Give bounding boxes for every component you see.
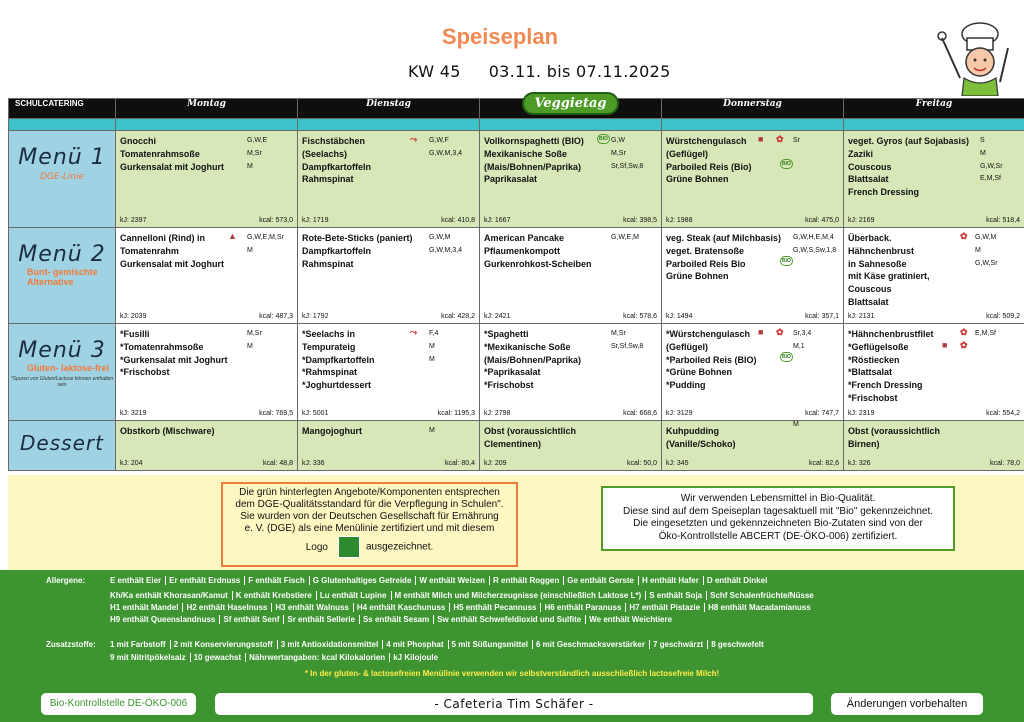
allergene-row <box>110 615 676 624</box>
allergen-codes: G,W,M,3,4 <box>429 149 463 157</box>
legend-entry: H2 enthält Haselnuss <box>186 603 268 612</box>
allergen-codes: M <box>793 421 799 428</box>
poultry-icon: ✿ <box>776 327 784 337</box>
allergen-codes: E,M,Sf <box>980 175 1002 183</box>
footer-bar <box>0 684 1024 722</box>
dish-line: Gurkenrohkost-Scheiben <box>484 258 592 269</box>
dge-logo-word: Logo <box>305 541 328 553</box>
cafeteria-name: - Cafeteria Tim Schäfer - <box>215 693 813 715</box>
kj-value: kJ: 3219 <box>120 410 147 417</box>
menu-subtitle: Gluten- laktose-frei <box>27 363 110 373</box>
dish-line: Gurkensalat mit Joghurt <box>120 161 225 172</box>
dge-text-line: Sie wurden von der Deutschen Gesellschaft für Ernährung <box>240 511 499 522</box>
allergen-codes: F,4 <box>429 330 439 337</box>
dish-line: Gurkensalat mit Joghurt <box>120 258 225 269</box>
kcal-value: kcal: 82,6 <box>809 460 839 467</box>
dish-line: *Rahmspinat <box>302 367 358 378</box>
bio-text-line: Öko-Kontrollstelle ABCERT (DE-ÖKO-006) zertifiziert. <box>658 530 898 542</box>
menu-title: Menü 3 <box>18 338 106 363</box>
dish-line: *Fusilli <box>120 329 150 339</box>
dish-line: Kuhpudding <box>666 426 719 436</box>
dish-line: Blattsalat <box>848 296 889 307</box>
dish-line: Obst (voraussichtlich <box>848 426 941 436</box>
legend-entry: 6 mit Geschmacksverstärker <box>536 640 645 649</box>
dish-line: Cannelloni (Rind) in <box>120 233 205 243</box>
kj-value: kJ: 2039 <box>120 313 147 320</box>
kj-value: kJ: 1792 <box>302 313 329 320</box>
dish-line: Grüne Bohnen <box>666 174 729 185</box>
legend-entry: 3 mit Antioxidationsmittel <box>280 640 379 649</box>
kj-value: kJ: 209 <box>484 460 507 467</box>
menu-row-2 <box>9 228 1024 324</box>
allergen-codes: G,W,E,M <box>611 234 639 241</box>
dish-line: *Tomatenrahmsoße <box>120 341 204 352</box>
allergen-codes: Sr,3,4 <box>793 330 812 337</box>
kj-value: kJ: 5001 <box>302 410 329 417</box>
allergen-codes: M <box>429 427 435 434</box>
legend-entry: E enthält Eier <box>110 576 162 585</box>
dish-line: Rahmspinat <box>302 258 354 269</box>
kcal-value: kcal: 554,2 <box>986 410 1020 417</box>
legend-entry: 10 gewachst <box>193 653 242 662</box>
dge-logo-after: ausgezeichnet. <box>365 541 434 553</box>
menu-1-friday <box>844 131 1024 228</box>
dish-line: *Frischobst <box>848 392 898 403</box>
fish-icon: ⤳ <box>410 327 418 337</box>
poultry-icon: ✿ <box>960 327 968 337</box>
dish-line: *Spaghetti <box>484 329 529 339</box>
dish-line: veget. Gyros (auf Sojabasis) <box>848 136 970 146</box>
dish-line: (Mais/Bohnen/Paprika) <box>484 354 582 365</box>
pork-icon: ■ <box>758 327 764 337</box>
kj-value: kJ: 1988 <box>666 217 693 224</box>
dish-line: mit Käse gratiniert, <box>848 271 930 282</box>
dish-line: Zaziki <box>848 148 874 159</box>
dish-line: Pflaumenkompott <box>484 245 561 256</box>
kcal-value: kcal: 769,5 <box>259 410 293 417</box>
dish-line: *Seelachs in <box>302 329 356 339</box>
kcal-value: kcal: 357,1 <box>805 313 839 320</box>
kj-value: kJ: 2798 <box>484 410 511 417</box>
dish-line: veget. Bratensoße <box>666 245 745 256</box>
allergen-codes: G,W,Sr <box>975 259 998 267</box>
allergen-codes: G,W,E,M,Sr <box>247 234 284 241</box>
allergen-codes: G,W <box>611 137 625 144</box>
legend-entry: Sr enthält Sellerie <box>287 615 355 624</box>
allergen-codes: E,M,Sf <box>975 330 997 337</box>
allergen-codes: S <box>980 137 985 144</box>
kj-value: kJ: 2421 <box>484 313 511 320</box>
dish-line: Gnocchi <box>120 136 157 146</box>
dish-line: Clementinen) <box>484 438 542 449</box>
legend-entry: Ge enthält Gerste <box>567 576 634 585</box>
page-header <box>0 0 1024 98</box>
bio-info-box <box>601 486 955 551</box>
dessert-monday <box>116 421 298 471</box>
allergen-codes: M <box>980 149 986 157</box>
allergen-codes: Sr,Sf,Sw,8 <box>611 342 644 350</box>
allergen-codes: Sr,Sf,Sw,8 <box>611 162 644 170</box>
legend-entry: kJ Kilojoule <box>393 653 439 662</box>
legend-entry: We enthält Weichtiere <box>589 615 673 624</box>
fish-icon: ⤳ <box>410 134 418 144</box>
menu-title: Menü 2 <box>18 242 106 267</box>
kcal-value: kcal: 573,0 <box>259 217 293 224</box>
dish-line: Dampfkartoffeln <box>302 161 372 172</box>
dish-line: Obstkorb (Mischware) <box>120 426 215 436</box>
legend-entry: K enthält Krebstiere <box>235 591 312 600</box>
dessert-wednesday <box>480 421 662 471</box>
zusatz-row <box>110 640 768 649</box>
menu-row-3 <box>9 324 1024 421</box>
allergen-codes: M,Sr <box>247 149 262 157</box>
kcal-value: kcal: 80,4 <box>445 460 475 467</box>
legend-entry: H9 enthält Queenslandnuss <box>110 615 216 624</box>
dge-text-line: e. V. (DGE) als eine Menülinie zertifiziert und mit diesem <box>244 523 495 534</box>
legend-entry: S enthält Soja <box>649 591 703 600</box>
dish-line: *Parboiled Reis (BIO) <box>666 354 757 365</box>
kj-value: kJ: 1667 <box>484 217 511 224</box>
dish-line: *Paprikasalat <box>484 367 541 378</box>
allergen-codes: M <box>429 355 435 363</box>
allergen-codes: G,W,H,E,M,4 <box>793 234 834 241</box>
dessert-friday <box>844 421 1024 471</box>
kj-value: kJ: 3129 <box>666 410 693 417</box>
pork-icon: ■ <box>942 340 948 350</box>
week-number: KW 45 <box>408 62 461 81</box>
kcal-value: kcal: 50,0 <box>627 460 657 467</box>
legend-entry: Nährwertangaben: kcal Kilokalorien <box>249 653 386 662</box>
kj-value: kJ: 1719 <box>302 217 329 224</box>
allergen-codes: G,W,M <box>429 234 451 241</box>
dish-line: Mangojoghurt <box>302 426 362 436</box>
beef-icon: ▲ <box>228 231 237 241</box>
legend-entry: H4 enthält Kaschunuss <box>356 603 446 612</box>
allergen-codes: M <box>247 162 253 170</box>
poultry-icon: ✿ <box>960 231 968 241</box>
dish-line: *Röstiecken <box>848 354 900 365</box>
dish-line: *Gurkensalat mit Joghurt <box>120 354 228 365</box>
trace-note: *Spuren von Gluten/Lactose können enthalten sein <box>10 376 114 388</box>
menu-3-monday <box>116 324 298 421</box>
allergene-row <box>110 576 771 585</box>
dish-line: Mexikanische Soße <box>484 148 568 159</box>
bio-icon: BIO <box>782 354 791 360</box>
kj-value: kJ: 345 <box>666 460 689 467</box>
day-friday: Freitag <box>844 99 1024 119</box>
legend-entry: Sf enthält Senf <box>223 615 280 624</box>
dish-line: veg. Steak (auf Milchbasis) <box>666 233 782 243</box>
dge-text-line: Die grün hinterlegten Angebote/Komponenten entsprechen <box>239 487 500 498</box>
dish-line: Obst (voraussichtlich <box>484 426 577 436</box>
kcal-value: kcal: 668,6 <box>623 410 657 417</box>
menu-3-thursday <box>662 324 844 421</box>
allergen-codes: Sr <box>793 137 800 144</box>
dish-line: (Geflügel) <box>666 148 708 159</box>
bio-text-line: Die eingesetzten und gekennzeichneten Bio-Zutaten sind von der <box>633 518 923 529</box>
menu-title: Menü 1 <box>18 145 106 170</box>
legend-entry: 5 mit Süßungsmittel <box>451 640 528 649</box>
dish-line: Couscous <box>848 284 892 295</box>
dish-line: Dampfkartoffeln <box>302 245 372 256</box>
legend-entry: G Glutenhaltiges Getreide <box>312 576 412 585</box>
menu-1-thursday <box>662 131 844 228</box>
kcal-value: kcal: 410,8 <box>441 217 475 224</box>
allergene-row <box>110 603 815 612</box>
kcal-value: kcal: 475,0 <box>805 217 839 224</box>
allergene-row <box>110 591 818 600</box>
kj-value: kJ: 2397 <box>120 217 147 224</box>
dish-line: Grüne Bohnen <box>666 271 729 282</box>
allergen-codes: G,W,E <box>247 137 268 144</box>
zusatz-label: Zusatzstoffe: <box>46 640 96 649</box>
dish-line: (Seelachs) <box>302 148 348 159</box>
menu-2-tuesday <box>298 228 480 324</box>
allergen-codes: M,Sr <box>611 149 626 157</box>
pork-icon: ■ <box>758 134 764 144</box>
kj-value: kJ: 1494 <box>666 313 693 320</box>
menu-1-wednesday <box>480 131 662 228</box>
dessert-row <box>9 421 1024 471</box>
date-range: 03.11. bis 07.11.2025 <box>488 62 671 81</box>
catering-label: SCHULCATERING <box>9 99 116 119</box>
teal-divider <box>9 119 1024 131</box>
legend-entry: D enthält Dinkel <box>706 576 768 585</box>
dish-line: Paprikasalat <box>484 174 538 185</box>
legend-entry: 4 mit Phosphat <box>386 640 444 649</box>
legend-entry: 9 mit Nitritpökelsalz <box>110 653 186 662</box>
chef-icon <box>934 18 1014 96</box>
kcal-value: kcal: 1195,3 <box>437 410 475 417</box>
dish-line: *Frischobst <box>120 367 170 378</box>
dish-line: Tomatenrahmsoße <box>120 148 200 159</box>
kcal-value: kcal: 518,4 <box>986 217 1020 224</box>
day-wednesday <box>480 96 662 119</box>
bio-icon: BIO <box>599 136 608 142</box>
legend-entry: Kh/Ka enthält Khorasan/Kamut <box>110 591 228 600</box>
menu-3-wednesday <box>480 324 662 421</box>
dish-line: Würstchengulasch <box>666 136 747 146</box>
dish-line: (Geflügel) <box>666 341 708 352</box>
allergen-codes: G,W,F <box>429 137 449 144</box>
legend-entry: H enthält Hafer <box>641 576 699 585</box>
allergen-codes: G,W,Sr <box>980 162 1003 170</box>
day-thursday: Donnerstag <box>662 99 844 119</box>
legend-entry: 7 geschwärzt <box>652 640 704 649</box>
dish-line: *French Dressing <box>848 380 923 391</box>
legend-bar <box>0 570 1024 684</box>
bio-icon: BIO <box>782 258 791 264</box>
bio-control-label: Bio-Kontrollstelle DE-ÖKO-006 <box>41 693 196 715</box>
dish-line: Überback. <box>848 233 892 243</box>
dessert-label <box>9 421 116 471</box>
allergen-codes: G,W,M,3,4 <box>429 246 463 254</box>
legend-entry: Ss enthält Sesam <box>362 615 430 624</box>
allergen-codes: M <box>429 342 435 350</box>
allergen-codes: M,Sr <box>611 330 626 337</box>
dge-logo-icon <box>338 536 360 558</box>
legend-entry: H1 enthält Mandel <box>110 603 179 612</box>
allergene-label: Allergene: <box>46 576 86 585</box>
legend-entry: H5 enthält Pecannuss <box>453 603 537 612</box>
menu-1-tuesday <box>298 131 480 228</box>
allergen-codes: G,W,S,Sw,1,8 <box>793 246 837 254</box>
menu-2-label <box>9 228 116 324</box>
menu-table <box>8 98 1024 471</box>
bio-text-line: Wir verwenden Lebensmittel in Bio-Qualität. <box>680 493 876 504</box>
menu-2-wednesday <box>480 228 662 324</box>
dish-line: *Dampfkartoffeln <box>302 354 375 365</box>
menu-2-monday <box>116 228 298 324</box>
poultry-icon: ✿ <box>960 340 968 350</box>
menu-subtitle: Bunt- gemischte Alternative <box>27 267 98 287</box>
legend-entry: 2 mit Konservierungsstoff <box>173 640 273 649</box>
allergen-codes: M,1 <box>793 342 805 350</box>
menu-2-thursday <box>662 228 844 324</box>
legend-entry: H7 enthält Pistazie <box>629 603 701 612</box>
menu-title: Dessert <box>20 431 104 455</box>
kcal-value: kcal: 578,6 <box>623 313 657 320</box>
day-header-row <box>9 99 1024 119</box>
dish-line: *Pudding <box>666 380 706 391</box>
dish-line: Vollkornspaghetti (BIO) <box>484 136 584 146</box>
dish-line: (Mais/Bohnen/Paprika) <box>484 161 582 172</box>
menu-row-1 <box>9 131 1024 228</box>
changes-reserved: Änderungen vorbehalten <box>831 693 983 715</box>
kcal-value: kcal: 48,8 <box>263 460 293 467</box>
allergen-codes: M <box>247 342 253 350</box>
dish-line: (Vanille/Schoko) <box>666 438 736 449</box>
dish-line: French Dressing <box>848 187 920 198</box>
kj-value: kJ: 326 <box>848 460 871 467</box>
legend-entry: R enthält Roggen <box>493 576 560 585</box>
allergen-codes: G,W,M <box>975 234 997 241</box>
dish-line: Parboiled Reis (Bio) <box>666 161 752 172</box>
allergen-codes: M,Sr <box>247 330 262 337</box>
dish-line: Rahmspinat <box>302 174 354 185</box>
dish-line: *Würstchengulasch <box>666 329 751 339</box>
dish-line: Parboiled Reis Bio <box>666 258 746 269</box>
bio-text-line: Diese sind auf dem Speiseplan tagesaktuell mit "Bio" gekennzeichnet. <box>622 505 934 517</box>
kj-value: kJ: 336 <box>302 460 325 467</box>
dish-line: Tempurateig <box>302 341 356 352</box>
legend-entry: H3 enthält Walnuss <box>275 603 349 612</box>
legend-entry: H8 enthält Macadamianuss <box>708 603 811 612</box>
veggietag-badge: Veggietag <box>522 92 618 115</box>
dish-line: Hähnchenbrust <box>848 245 915 256</box>
legend-entry: M enthält Milch und Milcherzeugnisse (einschließlich Laktose L*) <box>394 591 642 600</box>
legend-entry: 8 geschwefelt <box>711 640 764 649</box>
poultry-icon: ✿ <box>776 134 784 144</box>
dish-line: *Joghurtdessert <box>302 380 372 391</box>
menu-3-friday <box>844 324 1024 421</box>
allergen-codes: M <box>975 246 981 254</box>
dish-line: Couscous <box>848 161 892 172</box>
menu-3-label <box>9 324 116 421</box>
week-range <box>408 62 671 81</box>
legend-entry: W enthält Weizen <box>419 576 486 585</box>
day-monday: Montag <box>116 99 298 119</box>
dish-line: *Blattsalat <box>848 367 893 378</box>
menu-2-friday <box>844 228 1024 324</box>
day-tuesday: Dienstag <box>298 99 480 119</box>
kcal-value: kcal: 509,2 <box>986 313 1020 320</box>
kj-value: kJ: 2319 <box>848 410 875 417</box>
dish-line: American Pancake <box>484 233 565 243</box>
dish-line: *Geflügelsoße <box>848 341 909 352</box>
kj-value: kJ: 2169 <box>848 217 875 224</box>
dish-line: *Mexikanische Soße <box>484 341 571 352</box>
menu-1-label <box>9 131 116 228</box>
menu-3-tuesday <box>298 324 480 421</box>
dge-text-line: dem DGE-Qualitätsstandard für die Verpflegung in Schulen". <box>235 499 504 510</box>
allergen-codes: M <box>247 246 253 254</box>
dish-line: Blattsalat <box>848 174 889 185</box>
kj-value: kJ: 2131 <box>848 313 875 320</box>
legend-entry: Lu enthält Lupine <box>319 591 387 600</box>
menu-subtitle: DGE-Linie <box>39 172 85 182</box>
kj-value: kJ: 204 <box>120 460 143 467</box>
dish-line: Fischstäbchen <box>302 136 366 146</box>
legend-entry: H6 enthält Paranuss <box>544 603 622 612</box>
kcal-value: kcal: 78,0 <box>990 460 1020 467</box>
dge-info-box <box>221 482 518 567</box>
lactose-footnote: * In der gluten- & lactosefreien Menülinie verwenden wir selbstverständlich ausschließlich lactosefreie Milch! <box>304 669 720 678</box>
kcal-value: kcal: 428,2 <box>441 313 475 320</box>
dish-line: *Frischobst <box>484 380 534 391</box>
page-title: Speiseplan <box>441 24 559 49</box>
dish-line: Tomatenrahm <box>120 245 179 256</box>
dish-line: *Hähnchenbrustfilet <box>848 329 934 339</box>
kcal-value: kcal: 398,5 <box>623 217 657 224</box>
dish-line: in Sahnesoße <box>848 258 907 269</box>
zusatz-row <box>110 653 442 662</box>
dish-line: Birnen) <box>848 438 880 449</box>
kcal-value: kcal: 747,7 <box>805 410 839 417</box>
legend-entry: 1 mit Farbstoff <box>110 640 166 649</box>
legend-entry: Schf Schalenfrüchte/Nüsse <box>710 591 814 600</box>
legend-entry: Sw enthält Schwefeldioxid und Sulfite <box>437 615 582 624</box>
dish-line: Rote-Bete-Sticks (paniert) <box>302 233 413 243</box>
legend-entry: Er enthält Erdnuss <box>169 576 241 585</box>
dessert-thursday <box>662 421 844 471</box>
kcal-value: kcal: 487,3 <box>259 313 293 320</box>
legend-entry: F enthält Fisch <box>248 576 305 585</box>
menu-1-monday <box>116 131 298 228</box>
dish-line: *Grüne Bohnen <box>666 367 733 378</box>
bio-icon: BIO <box>782 161 791 167</box>
dessert-tuesday <box>298 421 480 471</box>
